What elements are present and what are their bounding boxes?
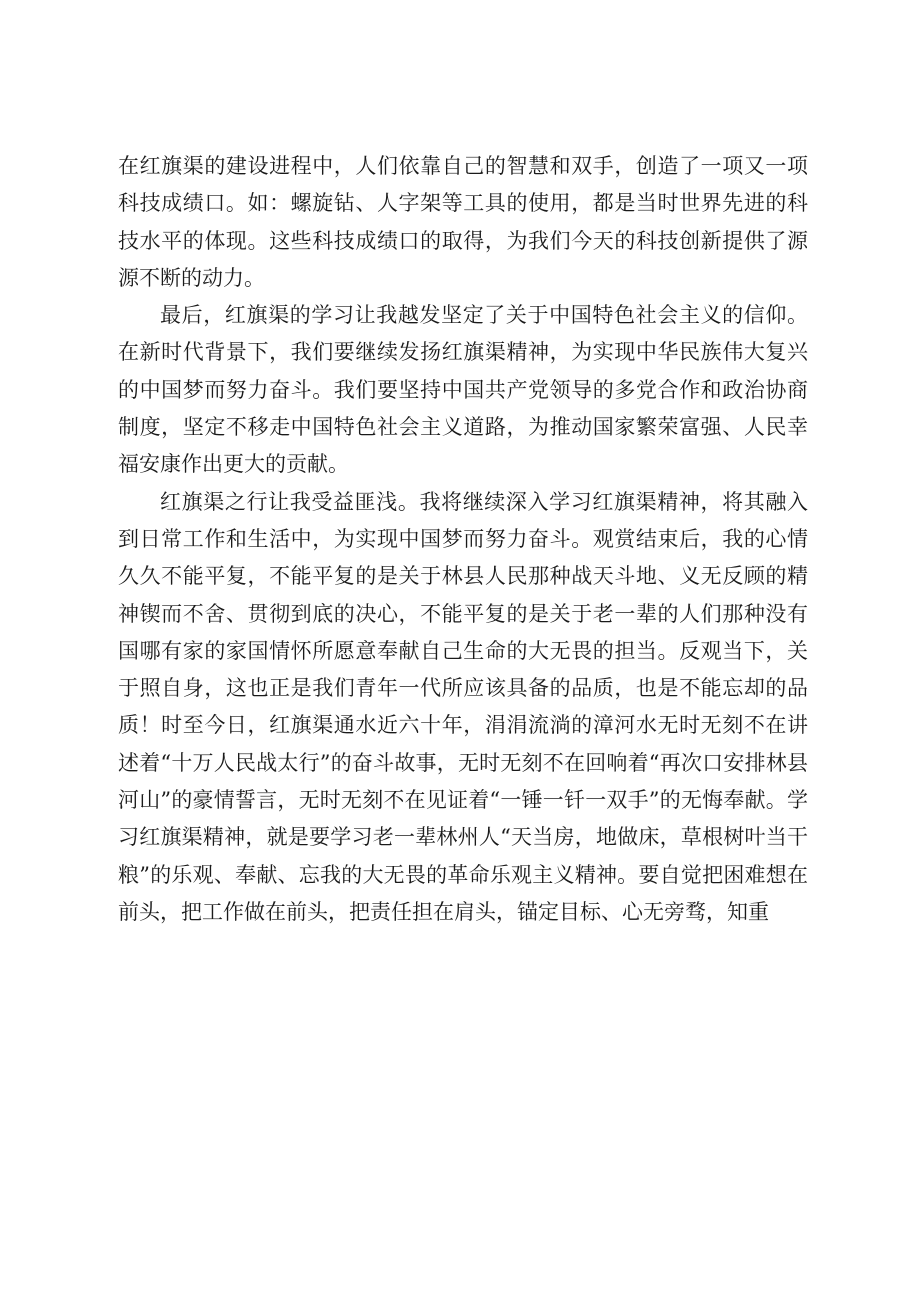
paragraph-1: 在红旗渠的建设进程中，人们依靠自己的智慧和双手，创造了一项又一项科技成绩口。如：螺旋钻、人字架等工具的使用，都是当时世界先进的科技水平的体现。这些科技成绩口的取得，为我们今天的科技创新提供了源源不断的动力。: [118, 154, 808, 290]
paragraph-3: 红旗渠之行让我受益匪浅。我将继续深入学习红旗渠精神，将其融入到日常工作和生活中，为实现中国梦而努力奋斗。观赏结束后，我的心情久久不能平复，不能平复的是关于林县人民那种战天斗地、义无反顾的精神锲而不舍、贯彻到底的决心，不能平复的是关于老一辈的人们那种没有国哪有家的家国情怀所愿意奉献自己生命的大无畏的担当。反观当下，关于照自身，这也正是我们青年一代所应该具备的品质，也是不能忘却的品质！时至今日，红旗渠通水近六十年，涓涓流淌的漳河水无时无刻不在讲述着“十万人民战太行”的奋斗故事，无时无刻不在回响着“再次口安排林县河山”的豪情誓言，无时无刻不在见证着“一锤一钎一双手”的无悔奉献。学习红旗渠精神，就是要学习老一辈林州人“天当房，地做床，草根树叶当干粮”的乐观、奉献、忘我的大无畏的革命乐观主义精神。要自觉把困难想在前头，把工作做在前头，把责任担在肩头，锚定目标、心无旁骛，知重: [118, 489, 808, 924]
paragraph-2: 最后，红旗渠的学习让我越发坚定了关于中国特色社会主义的信仰。在新时代背景下，我们要继续发扬红旗渠精神，为实现中华民族伟大复兴的中国梦而努力奋斗。我们要坚持中国共产党领导的多党合作和政治协商制度，坚定不移走中国特色社会主义道路，为推动国家繁荣富强、人民幸福安康作出更大的贡献。: [118, 303, 808, 477]
document-body: [118, 148, 808, 931]
